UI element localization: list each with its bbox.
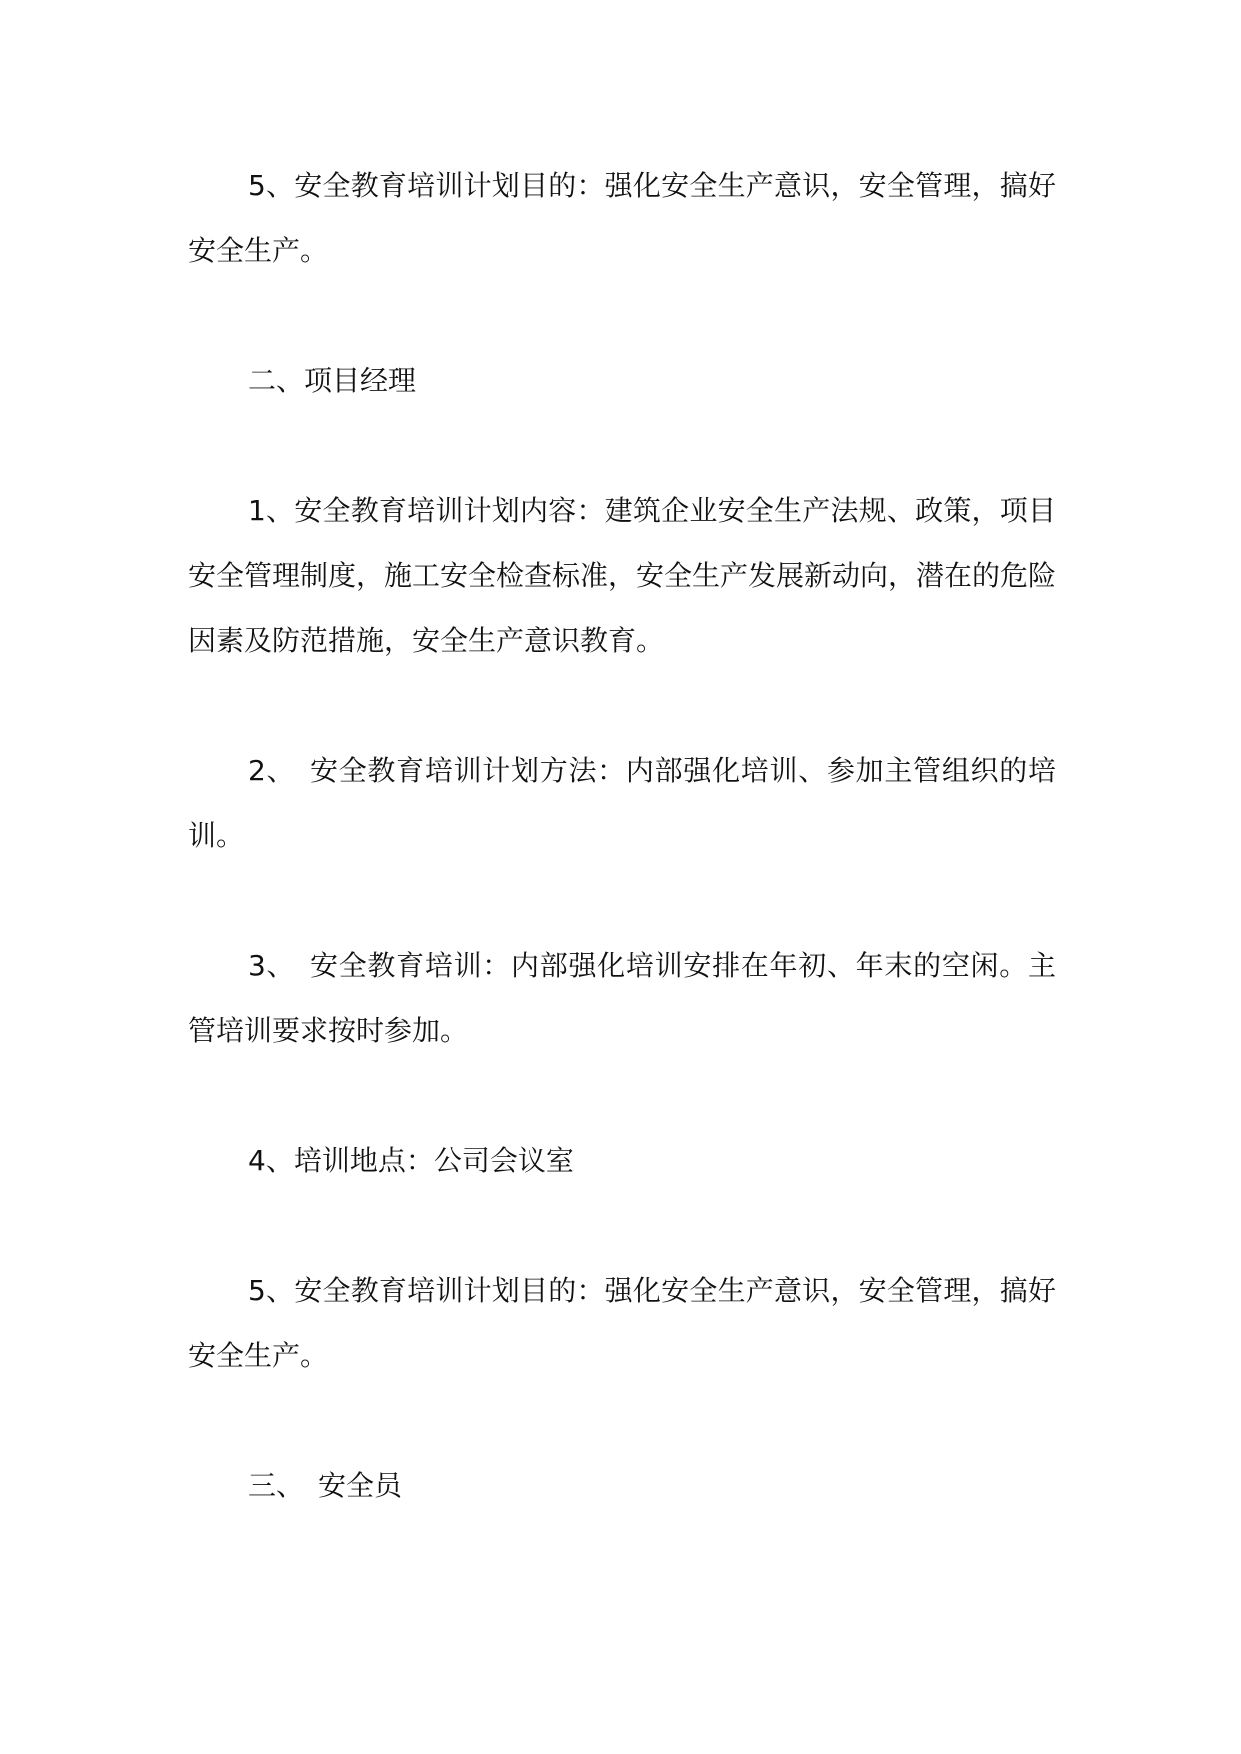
section-heading-project-manager: 二、项目经理 <box>248 364 417 397</box>
paragraph-purpose-2: 5、安全教育培训计划目的：强化安全生产意识，安全管理，搞好安全生产。 <box>188 1274 1056 1372</box>
paragraph-purpose-1: 5、安全教育培训计划目的：强化安全生产意识，安全管理，搞好安全生产。 <box>188 169 1056 267</box>
section-heading-safety-officer: 三、 安全员 <box>248 1469 403 1502</box>
paragraph-schedule: 3、 安全教育培训：内部强化培训安排在年初、年末的空闲。主管培训要求按时参加。 <box>188 949 1056 1047</box>
paragraph-method: 2、 安全教育培训计划方法：内部强化培训、参加主管组织的培训。 <box>188 754 1056 852</box>
paragraph-content: 1、安全教育培训计划内容：建筑企业安全生产法规、政策，项目安全管理制度，施工安全检查标准，安全生产发展新动向，潜在的危险因素及防范措施，安全生产意识教育。 <box>188 494 1057 657</box>
paragraph-location: 4、培训地点：公司会议室 <box>248 1144 574 1177</box>
